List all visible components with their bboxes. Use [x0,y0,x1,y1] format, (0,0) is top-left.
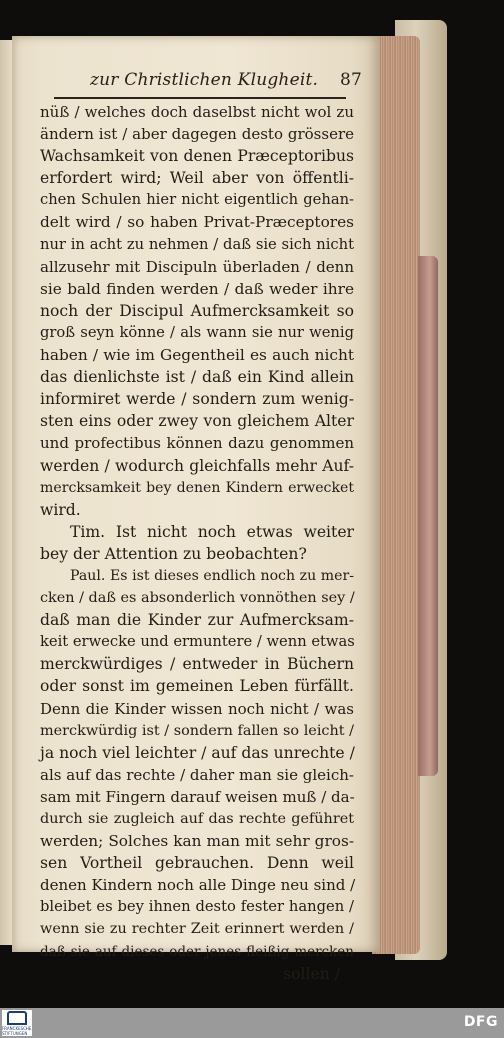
text-line: ja noch viel leichter / auf das unrechte / [40,743,355,762]
running-head: zur Christlichen Klugheit. [90,70,319,90]
text-line: denen Kindern noch alle Dinge neu sind / [40,876,356,895]
text-line: merckwürdig ist / sondern fallen so leicht / [40,722,354,739]
facing-page-sliver [0,40,12,945]
text-line: sam mit Fingern darauf weisen muß / da- [40,787,355,806]
page-number: 87 [339,70,362,90]
text-line: werden; Solches kan man mit sehr gros- [40,832,354,851]
text-line: haben / wie im Gegentheil es auch nicht [40,346,354,365]
text-line: oder sonst im gemeinen Leben fürfällt. [40,677,354,696]
text-line: daß man die Kinder zur Aufmercksam- [40,611,354,630]
text-line: wird. [40,500,81,519]
text-line: als auf das rechte / daher man sie gleich- [40,765,354,784]
body-text [40,101,354,985]
text-line: groß seyn könne / als wann sie nur wenig [40,323,354,341]
text-line: allzusehr mit Discipuln überladen / denn [40,257,354,276]
text-line: keit erwecke und ermuntere / wenn etwas [40,633,355,651]
page-header [72,68,362,94]
library-logo-icon [7,1011,27,1025]
text-line: nur in acht zu nehmen / daß sie sich nicht [40,235,354,253]
text-line: daß sie auf dieses oder jenes fleißig mercken [40,943,354,960]
library-logo [2,1010,32,1036]
viewer-footer-bar [0,1008,504,1038]
text-line: mercksamkeit bey denen Kindern erwecket [40,479,354,496]
text-line: merckwürdiges / entweder in Büchern [40,655,354,674]
text-line: Tim. Ist nicht noch etwas weiter [70,522,354,541]
text-line: Paul. Es ist dieses endlich noch zu mer- [70,567,354,584]
text-line: sie bald finden werden / daß weder ihre [40,279,354,298]
text-line: Denn die Kinder wissen noch nicht / was [40,699,354,718]
text-line: noch der Discipul Aufmercksamkeit so [40,301,354,320]
text-line: durch sie zugleich auf das rechte geführet [40,811,354,827]
text-line: nüß / welches doch daselbst nicht wol zu [40,103,354,121]
text-line: Wachsamkeit von denen Præceptoribus [40,147,354,166]
catchword: sollen / [283,964,340,983]
text-line: ändern ist / aber dagegen desto grössere [40,125,354,144]
dfg-logo: DFG [463,1014,498,1030]
text-line: informiret werde / sondern zum wenig- [40,390,354,409]
library-logo-label: FRANCKESCHE STIFTUNGEN [2,1025,32,1036]
header-rule [54,97,346,99]
text-line: erfordert wird; Weil aber von öffentli- [40,169,354,188]
text-line: sen Vortheil gebrauchen. Denn weil [40,854,354,873]
text-line: bleibet es bey ihnen desto fester hangen / [40,898,354,916]
text-line: wenn sie zu rechter Zeit erinnert werden / [40,921,354,938]
text-line: das dienlichste ist / daß ein Kind allein [40,368,354,387]
text-line: cken / daß es absonderlich vonnöthen sey / [40,590,355,607]
text-line: werden / wodurch gleichfalls mehr Auf- [40,456,354,475]
text-line: bey der Attention zu beobachten? [40,544,307,563]
text-line: chen Schulen hier nicht eigentlich gehan- [40,191,354,209]
text-line: und profectibus können dazu genommen [40,434,354,453]
text-line: sten eins oder zwey von gleichem Alter [40,412,354,431]
text-line: delt wird / so haben Privat-Præceptores [40,213,354,232]
